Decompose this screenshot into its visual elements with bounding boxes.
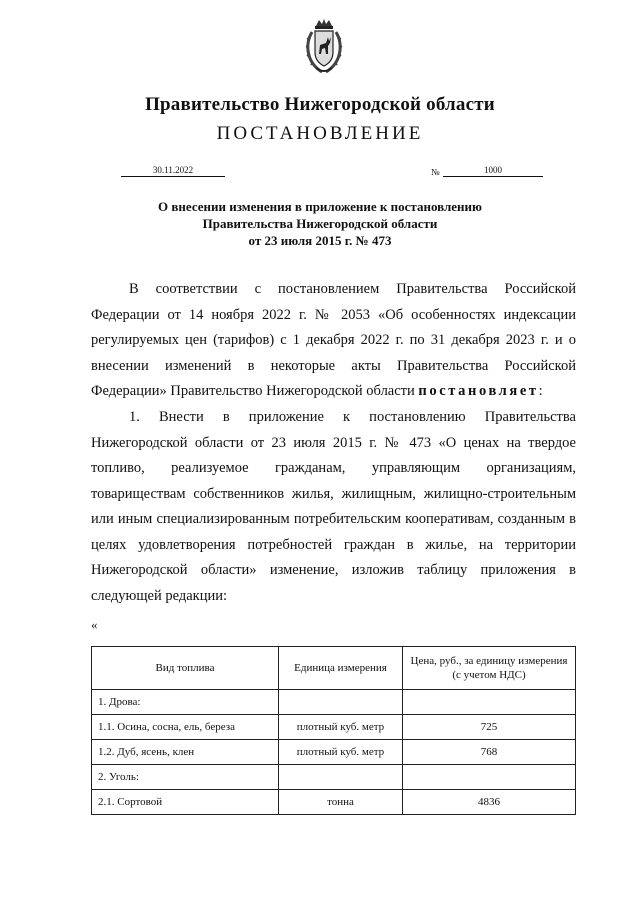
cell-unit: тонна bbox=[279, 790, 403, 815]
cell-unit: плотный куб. метр bbox=[279, 740, 403, 765]
cell-fuel-type: 2.1. Сортовой bbox=[92, 790, 279, 815]
cell-price bbox=[403, 690, 576, 715]
cell-unit: плотный куб. метр bbox=[279, 715, 403, 740]
cell-fuel-type: 1.1. Осина, сосна, ель, береза bbox=[92, 715, 279, 740]
table-row bbox=[92, 790, 576, 815]
preamble-colon: : bbox=[538, 383, 543, 399]
preamble-text: В соответствии с постановлением Правительства Российской Федерации от 14 ноября 2022 г. № 2053 «Об особенностях индексации регулируемых цен (тарифов) с 1 декабря 2022 г. по 31 декабря 2023 г. и о внесении изменений в некоторые акты Правительства Российской Федерации» Правительство Нижегородской области bbox=[91, 281, 576, 399]
preamble-paragraph bbox=[91, 277, 576, 405]
document-number: 1000 bbox=[443, 165, 543, 177]
cell-price: 768 bbox=[403, 740, 576, 765]
document-title-line1: О внесении изменения в приложение к постановлению bbox=[158, 199, 482, 214]
number-label: № bbox=[431, 167, 440, 177]
cell-fuel-type: 1. Дрова: bbox=[92, 690, 279, 715]
document-title-line3: от 23 июля 2015 г. № 473 bbox=[248, 233, 392, 248]
cell-price: 725 bbox=[403, 715, 576, 740]
header-unit: Единица измерения bbox=[279, 647, 403, 690]
table-row bbox=[92, 765, 576, 790]
fuel-price-table bbox=[91, 646, 576, 815]
table-header-row bbox=[92, 647, 576, 690]
document-date: 30.11.2022 bbox=[121, 165, 225, 177]
cell-price bbox=[403, 765, 576, 790]
header-price: Цена, руб., за единицу измерения (с учетом НДС) bbox=[403, 647, 576, 690]
resolves-word: постановляет bbox=[418, 383, 539, 399]
table-row bbox=[92, 740, 576, 765]
document-title bbox=[0, 198, 640, 249]
cell-fuel-type: 2. Уголь: bbox=[92, 765, 279, 790]
cell-fuel-type: 1.2. Дуб, ясень, клен bbox=[92, 740, 279, 765]
document-title-line2: Правительства Нижегородской области bbox=[202, 216, 438, 231]
coat-of-arms-icon bbox=[304, 18, 344, 76]
document-type: ПОСТАНОВЛЕНИЕ bbox=[216, 123, 424, 144]
header-fuel-type: Вид топлива bbox=[92, 647, 279, 690]
clause-1-paragraph bbox=[91, 405, 576, 609]
government-name: Правительство Нижегородской области bbox=[145, 94, 495, 115]
clause-1-text: 1. Внести в приложение к постановлению Правительства Нижегородской области от 23 июля 2015 г. № 473 «О ценах на твердое топливо, реализуемое гражданам, управляющим организациям, товариществам собственников жилья, жилищным, жилищно-строительным или иным специализированным потребительским кооперативам, созданным в целях удовлетворения потребностей граждан в жилье, на территории Нижегородской области» изменение, изложив таблицу приложения в следующей редакции: bbox=[91, 409, 576, 604]
cell-price: 4836 bbox=[403, 790, 576, 815]
cell-unit bbox=[279, 690, 403, 715]
cell-unit bbox=[279, 765, 403, 790]
table-row bbox=[92, 715, 576, 740]
table-row bbox=[92, 690, 576, 715]
opening-quote: « bbox=[91, 617, 98, 632]
